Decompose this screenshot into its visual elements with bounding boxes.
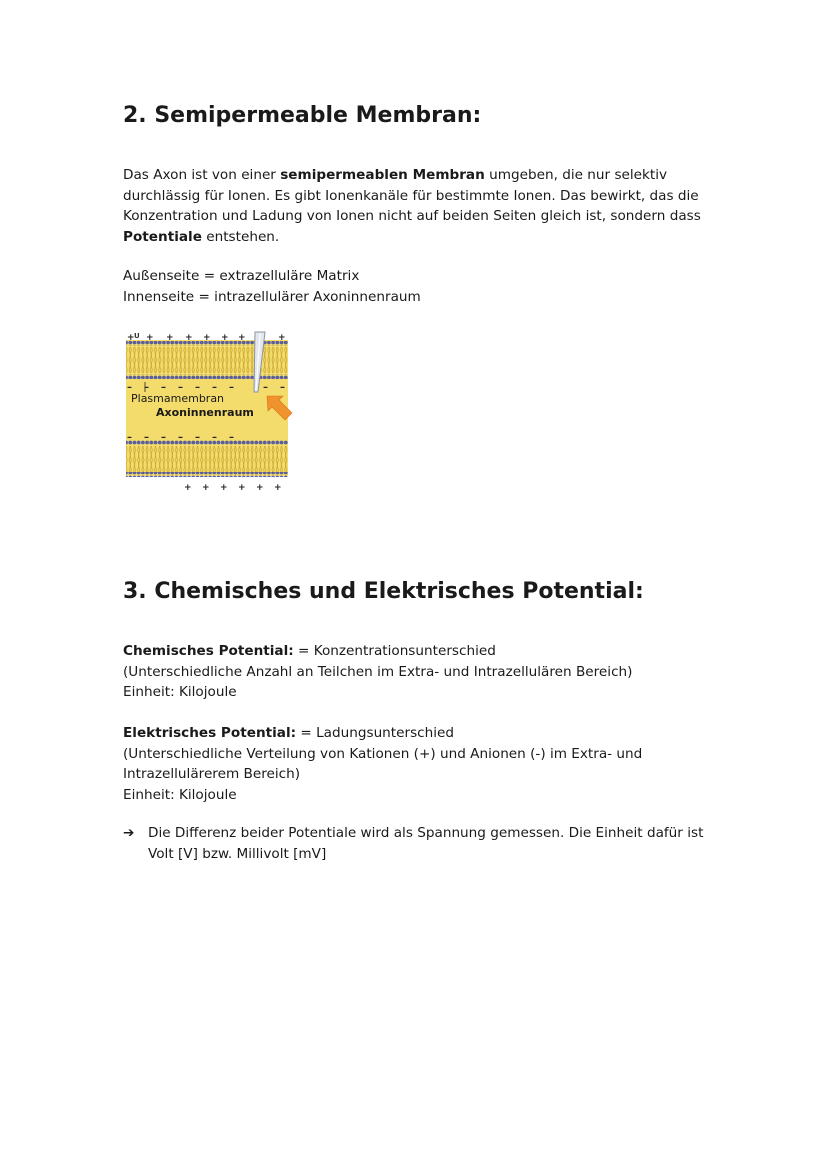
chemical-potential-label: Chemisches Potential:: [123, 643, 294, 659]
minus-sign: –: [212, 432, 217, 443]
plus-sign: +: [166, 333, 174, 343]
plus-sign: +: [274, 483, 282, 492]
section-2-title: 2. Semipermeable Membran:: [123, 103, 482, 128]
minus-sign: –: [195, 432, 200, 443]
electrical-potential-label: Elektrisches Potential:: [123, 725, 297, 741]
minus-sign: –: [144, 382, 149, 393]
plus-sign: +: [278, 333, 286, 343]
membrane-figure: [124, 330, 294, 492]
minus-sign: –: [263, 382, 268, 393]
section-3-title: 3. Chemisches und Elektrisches Potential:: [123, 579, 644, 604]
electrical-potential-block: Elektrisches Potential: = Ladungsunterschied (Unterschiedliche Verteilung von Kationen (+) und Anionen (-) im Extra- und Intrazellulärerem Bereich) Einheit: Kilojoule: [123, 725, 643, 803]
plus-sign: +: [238, 333, 246, 343]
plus-sign: +: [202, 483, 210, 492]
plus-sign: +: [127, 333, 135, 343]
inside-definition: Innenseite = intrazellulärer Axoninnenraum: [123, 288, 421, 305]
plus-sign: +: [220, 483, 228, 492]
section-2-paragraph: Das Axon ist von einer semipermeablen Membran umgeben, die nur selektiv durchlässig für Ionen. Es gibt Ionenkanäle für bestimmte Ionen. Das bewirkt, das die Konzentration und Ladung von Ionen nicht auf beiden Seiten gleich ist, sondern dass Potentiale entstehen.: [123, 167, 701, 245]
plus-sign: +: [203, 333, 211, 343]
minus-sign: –: [178, 382, 183, 393]
outside-definition: Außenseite = extrazelluläre Matrix: [123, 268, 360, 284]
minus-sign: –: [178, 432, 183, 443]
term-semipermeable: semipermeablen Membran: [280, 167, 485, 183]
minus-sign: –: [195, 382, 200, 393]
minus-sign: –: [161, 432, 166, 443]
plasmamembran-label: Plasmamembran: [131, 392, 225, 405]
minus-sign: –: [212, 382, 217, 393]
minus-sign: –: [161, 382, 166, 393]
minus-sign: –: [127, 382, 132, 393]
plus-sign: +: [221, 333, 229, 343]
minus-sign: –: [144, 432, 149, 443]
minus-sign: –: [280, 382, 285, 393]
plus-sign: +: [185, 333, 193, 343]
side-definitions: [123, 266, 743, 307]
term-potentiale: Potentiale: [123, 228, 202, 245]
axoninnenraum-label: Axoninnenraum: [156, 406, 254, 419]
plus-sign: +: [238, 483, 246, 492]
conclusion-text: Die Differenz beider Potentiale wird als Spannung gemessen. Die Einheit dafür ist Volt [V] bzw. Millivolt [mV]: [148, 825, 704, 862]
plus-sign: +: [184, 483, 192, 492]
voltage-label: U: [134, 332, 140, 340]
arrow-right-icon: ➔: [123, 825, 135, 841]
plus-sign: +: [146, 333, 154, 343]
minus-sign: –: [229, 382, 234, 393]
minus-sign: –: [127, 432, 132, 443]
chemical-potential-block: Chemisches Potential: = Konzentrationsunterschied (Unterschiedliche Anzahl an Teilchen im Extra- und Intrazellulären Bereich) Einheit: Kilojoule: [123, 643, 633, 700]
plus-sign: +: [256, 483, 264, 492]
minus-sign: –: [229, 432, 234, 443]
conclusion: [123, 823, 743, 864]
